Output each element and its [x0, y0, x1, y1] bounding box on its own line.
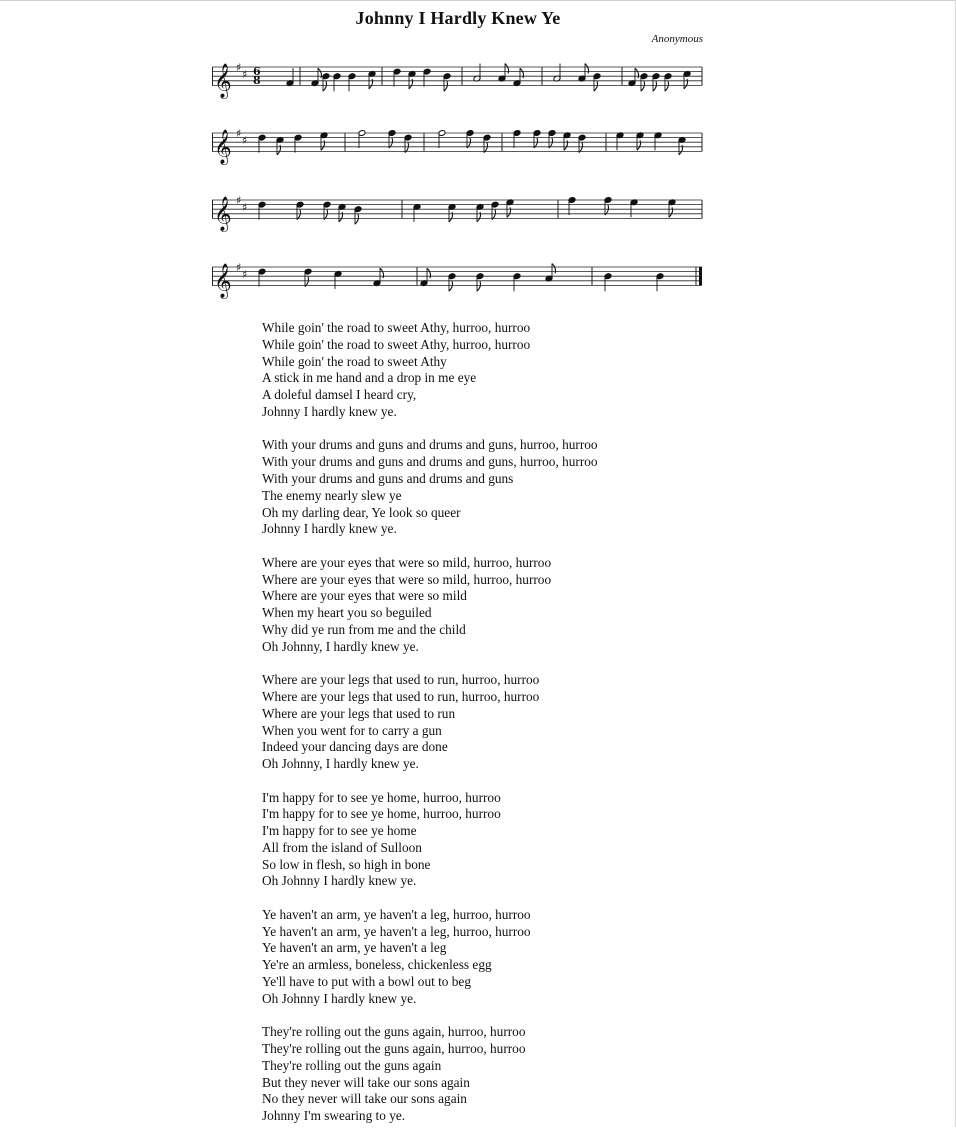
lyric-line: With your drums and guns and drums and guns	[262, 470, 514, 486]
composer-credit: Anonymous	[651, 33, 703, 45]
stanza	[262, 790, 922, 891]
stanza	[262, 320, 922, 421]
lyric-line: Where are your legs that used to run, hurroo, hurroo	[262, 672, 540, 688]
lyric-line: All from the island of Sulloon	[262, 839, 422, 855]
stanza	[262, 555, 922, 656]
treble-clef-icon: 𝄞	[214, 63, 232, 99]
stanza	[262, 437, 922, 538]
lyric-line: Where are your eyes that were so mild, hurroo, hurroo	[262, 571, 552, 587]
lyric-line: They're rolling out the guns again, hurroo, hurroo	[262, 1041, 526, 1057]
lyric-line: While goin' the road to sweet Athy, hurroo, hurroo	[262, 336, 531, 352]
lyric-line: Where are your legs that used to run	[262, 705, 456, 721]
lyric-line: I'm happy for to see ye home, hurroo, hurroo	[262, 806, 501, 822]
final-barline	[699, 267, 702, 285]
note-flag	[679, 145, 683, 155]
note-flag	[594, 81, 598, 91]
lyric-line: I'm happy for to see ye home, hurroo, hurroo	[262, 789, 501, 805]
note-flag	[323, 81, 327, 91]
lyric-line: A stick in me hand and a drop in me eye	[262, 370, 477, 386]
lyric-line: But they never will take our sons again	[262, 1074, 470, 1090]
sharp-icon: ♯	[236, 61, 242, 74]
lyric-line: Oh Johnny, I hardly knew ye.	[262, 638, 419, 654]
lyric-line: When you went for to carry a gun	[262, 722, 442, 738]
note-flag	[339, 212, 343, 222]
note-flag	[277, 145, 281, 155]
note-flag	[477, 281, 481, 291]
note-flag	[380, 268, 384, 278]
sharp-icon: ♯	[236, 261, 242, 274]
sharp-icon: ♯	[236, 194, 242, 207]
top-divider	[0, 0, 956, 1]
lyric-line: Ye haven't an arm, ye haven't a leg, hurroo, hurroo	[262, 923, 531, 939]
lyrics-block	[262, 320, 922, 1142]
lyric-line: They're rolling out the guns again, hurroo, hurroo	[262, 1024, 526, 1040]
lyric-line: Oh my darling dear, Ye look so queer	[262, 504, 461, 520]
note-flag	[449, 281, 453, 291]
lyric-line: No they never will take our sons again	[262, 1091, 467, 1107]
sharp-icon: ♯	[236, 127, 242, 140]
time-signature-digit: 6	[253, 65, 261, 78]
lyric-line: The enemy nearly slew ye	[262, 487, 402, 503]
lyric-line: When my heart you so beguiled	[262, 605, 432, 621]
note-flag	[641, 81, 645, 91]
lyric-line: Where are your eyes that were so mild	[262, 588, 467, 604]
sharp-icon: ♯	[242, 67, 248, 81]
lyric-line: Where are your legs that used to run, hurroo, hurroo	[262, 688, 540, 704]
lyric-line: So low in flesh, so high in bone	[262, 856, 431, 872]
music-staff-2	[212, 124, 704, 174]
music-staff-4	[212, 258, 704, 308]
lyric-line: While goin' the road to sweet Athy, hurroo, hurroo	[262, 320, 531, 335]
lyric-line: Johnny I hardly knew ye.	[262, 521, 397, 537]
note-flag	[427, 268, 431, 278]
lyric-line: Ye haven't an arm, ye haven't a leg, hurroo, hurroo	[262, 906, 531, 922]
sharp-icon: ♯	[242, 133, 248, 147]
lyric-line: Ye're an armless, boneless, chickenless egg	[262, 957, 492, 973]
lyric-line: Where are your eyes that were so mild, hurroo, hurroo	[262, 554, 552, 570]
sharp-icon: ♯	[242, 267, 248, 281]
lyric-line: Oh Johnny I hardly knew ye.	[262, 990, 417, 1006]
lyric-line: While goin' the road to sweet Athy	[262, 353, 447, 369]
stanza	[262, 907, 922, 1008]
treble-clef-icon: 𝄞	[214, 129, 232, 165]
lyric-line: Why did ye run from me and the child	[262, 621, 466, 637]
treble-clef-icon: 𝄞	[214, 196, 232, 232]
treble-clef-icon: 𝄞	[214, 263, 232, 299]
note-flag	[444, 81, 448, 91]
lyric-line: I'm happy for to see ye home	[262, 823, 417, 839]
lyric-line: Johnny I hardly knew ye.	[262, 403, 397, 419]
lyric-line: Johnny I'm swearing to ye.	[262, 1108, 406, 1124]
note-flag	[653, 81, 657, 91]
time-signature-digit: 8	[253, 74, 261, 88]
lyric-line: Indeed your dancing days are done	[262, 739, 448, 755]
music-staff-3	[212, 191, 704, 241]
stanza	[262, 672, 922, 773]
note-flag	[355, 214, 359, 224]
lyric-line: Ye haven't an arm, ye haven't a leg	[262, 940, 447, 956]
lyric-line: Oh Johnny, I hardly knew ye.	[262, 756, 419, 772]
music-staff-1	[212, 58, 704, 108]
note-flag	[665, 81, 669, 91]
lyric-line: Ye'll have to put with a bowl out to beg	[262, 974, 471, 990]
stanza	[262, 1024, 922, 1125]
lyric-line: Oh Johnny I hardly knew ye.	[262, 873, 417, 889]
lyric-line: They're rolling out the guns again	[262, 1057, 442, 1073]
lyric-line: With your drums and guns and drums and guns, hurroo, hurroo	[262, 437, 598, 453]
note-flag	[449, 212, 453, 222]
lyric-line: A doleful damsel I heard cry,	[262, 387, 417, 403]
sharp-icon: ♯	[242, 200, 248, 214]
note-flag	[477, 212, 481, 222]
song-title: Johnny I Hardly Knew Ye	[355, 8, 561, 28]
lyric-line: With your drums and guns and drums and guns, hurroo, hurroo	[262, 454, 598, 470]
